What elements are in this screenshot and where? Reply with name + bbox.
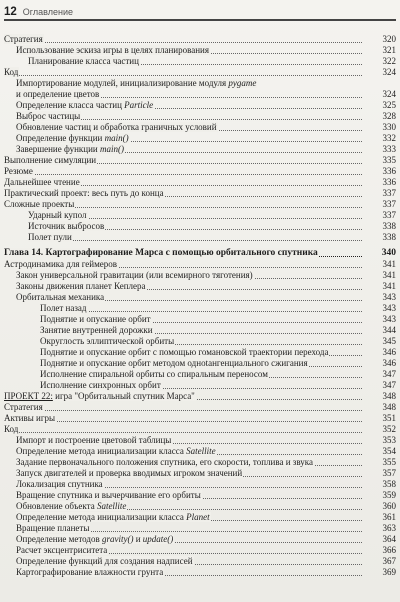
toc-entry[interactable] <box>0 479 400 490</box>
toc-entry-title-wrap <box>16 100 362 111</box>
toc-entry-title: Обновление частиц и обработка граничных условий <box>16 122 217 132</box>
toc-entry[interactable] <box>0 347 400 358</box>
toc-entry[interactable] <box>0 155 400 166</box>
toc-entry[interactable] <box>0 232 400 243</box>
toc-entry-page: 324 <box>382 67 396 77</box>
toc-entry-title: Стратегия <box>4 402 43 412</box>
toc-entry-title-wrap <box>28 56 362 67</box>
toc-entry-title: Использование эскиза игры в целях планирования <box>16 45 209 55</box>
toc-entry-title: Поднятие и опускание орбит с помощью гомановской траектории перехода <box>40 347 329 357</box>
toc-entry-title: Законы движения планет Кеплера <box>16 281 146 291</box>
toc-entry-title: Исполнение синхронных орбит <box>40 380 161 390</box>
toc-entry[interactable] <box>0 391 400 402</box>
toc-entry-title-wrap <box>16 534 362 545</box>
toc-entry-title-wrap <box>16 501 362 512</box>
toc-entry-title-wrap <box>16 556 362 567</box>
toc-entry[interactable] <box>0 457 400 468</box>
toc-entry-title: Запуск двигателей и проверка вводимых игроком значений <box>16 468 243 478</box>
toc-entry[interactable] <box>0 501 400 512</box>
toc-entry[interactable] <box>0 490 400 501</box>
toc-entry-title-wrap <box>4 413 362 424</box>
toc-entry-title-wrap <box>16 45 362 56</box>
toc-entry-title-wrap <box>40 369 362 380</box>
toc-entry-title-wrap <box>4 199 362 210</box>
toc-entry-title: Активы игры <box>4 413 56 423</box>
toc-entry[interactable] <box>0 523 400 534</box>
header-title: Оглавление <box>22 7 73 17</box>
toc-entry-title: Вращение планеты <box>16 523 90 533</box>
toc-entry-page: 337 <box>382 210 396 220</box>
toc-entry[interactable] <box>0 303 400 314</box>
toc-entry-title: Определение класса частиц Particle <box>16 100 154 110</box>
toc-entry-title-wrap <box>40 303 362 314</box>
toc-entry[interactable] <box>0 534 400 545</box>
toc-entry[interactable] <box>0 199 400 210</box>
toc-entry-title: Импортирование модулей, инициализирование модуля pygame <box>16 78 257 88</box>
toc-entry-page: 361 <box>382 512 396 522</box>
page-header <box>4 6 73 20</box>
toc-entry-page: 343 <box>382 292 396 302</box>
toc-entry-title-wrap <box>40 347 362 358</box>
toc-entry-title-wrap <box>16 78 362 89</box>
toc-entry[interactable] <box>0 45 400 56</box>
toc-entry-page: 332 <box>382 133 396 143</box>
toc-entry-page: 357 <box>382 468 396 478</box>
toc-entry-title-wrap <box>16 512 362 523</box>
toc-entry-page: 367 <box>382 556 396 566</box>
toc-entry-page: 348 <box>382 402 396 412</box>
toc-entry-page: 364 <box>382 534 396 544</box>
toc-entry[interactable] <box>0 468 400 479</box>
toc-entry-title-wrap <box>4 402 362 413</box>
toc-entry-title-wrap <box>16 545 362 556</box>
toc-entry-title-wrap <box>4 155 362 166</box>
toc-entry-title: Завершение функции main() <box>16 144 124 154</box>
toc-entry-title: Полет пули <box>28 232 72 242</box>
toc-entry[interactable] <box>0 122 400 133</box>
toc-entry[interactable] <box>0 512 400 523</box>
toc-entry-page: 341 <box>382 281 396 291</box>
toc-entry-title-wrap <box>4 391 362 402</box>
toc-entry-page: 328 <box>382 111 396 121</box>
toc-entry-page: 346 <box>382 347 396 357</box>
toc-entry-title-wrap <box>16 292 362 303</box>
toc-entry-title-wrap <box>16 133 362 144</box>
toc-entry-title: Обновление объекта Satellite <box>16 501 127 511</box>
toc-entry-title: Код <box>4 67 19 77</box>
toc-entry-page: 343 <box>382 303 396 313</box>
toc-entry[interactable] <box>0 100 400 111</box>
toc-entry-title: и определение цветов <box>16 89 100 99</box>
toc-entry-page: 360 <box>382 501 396 511</box>
toc-entry[interactable] <box>0 435 400 446</box>
toc-entry-page: 340 <box>381 248 396 258</box>
toc-entry-title: Астродинамика для геймеров <box>4 259 118 269</box>
toc-entry-title-wrap <box>28 232 362 243</box>
toc-entry-title: Расчет эксцентриситета <box>16 545 108 555</box>
toc-entry-title: Источник выбросов <box>28 221 105 231</box>
toc-entry-title-wrap <box>16 122 362 133</box>
toc-entry-page: 330 <box>382 122 396 132</box>
toc-entry-page: 354 <box>382 446 396 456</box>
toc-entry[interactable] <box>0 259 400 270</box>
toc-entry[interactable] <box>0 34 400 45</box>
toc-entry-page: 337 <box>382 188 396 198</box>
toc-entry-title-wrap <box>16 89 362 100</box>
toc-entry-page: 353 <box>382 435 396 445</box>
toc-entry[interactable] <box>0 111 400 122</box>
toc-entry-title: Резюме <box>4 166 33 176</box>
toc-entry-page: 348 <box>382 391 396 401</box>
toc-entry-page: 369 <box>382 567 396 577</box>
toc-entry-title-wrap <box>4 248 362 259</box>
toc-entry[interactable] <box>0 336 400 347</box>
toc-entry[interactable] <box>0 545 400 556</box>
toc-entry-title-wrap <box>40 380 362 391</box>
toc-entry-page: 345 <box>382 336 396 346</box>
toc-entry-page: 324 <box>382 89 396 99</box>
toc-entry[interactable] <box>0 89 400 100</box>
toc-entry[interactable] <box>0 369 400 380</box>
toc-entry[interactable] <box>0 281 400 292</box>
toc-entry-title: Картографирование влажности грунта <box>16 567 164 577</box>
toc-entry-title-wrap <box>4 177 362 188</box>
toc-entry-page: 359 <box>382 490 396 500</box>
toc-entry-title-wrap <box>4 188 362 199</box>
toc-entry-page: 336 <box>382 166 396 176</box>
toc-entry[interactable] <box>0 133 400 144</box>
toc-entry-title-wrap <box>40 336 362 347</box>
toc-entry-page: 355 <box>382 457 396 467</box>
toc-entry-title: Выброс частицы <box>16 111 81 121</box>
toc-entry-title: Вращение спутника и вычерчивание его орбиты <box>16 490 201 500</box>
toc-entry-title-wrap <box>4 166 362 177</box>
toc-entry-title: Выполнение симуляции <box>4 155 97 165</box>
toc-entry-title-wrap <box>16 111 362 122</box>
toc-entry-page: 338 <box>382 221 396 231</box>
toc-entry-title: Определение метода инициализации класса Planet <box>16 512 210 522</box>
toc-entry-title: Определение функций для создания надписей <box>16 556 193 566</box>
toc-entry-page: 363 <box>382 523 396 533</box>
toc-entry[interactable] <box>0 166 400 177</box>
toc-entry[interactable] <box>0 380 400 391</box>
toc-entry-title: Исполнение спиральной орбиты со спиральным переносом <box>40 369 268 379</box>
toc-entry[interactable] <box>0 270 400 281</box>
toc-entry[interactable] <box>0 446 400 457</box>
toc-entry-page: 341 <box>382 259 396 269</box>
toc-entry-title: Орбитальная механика <box>16 292 105 302</box>
toc-entry-title: Дальнейшее чтение <box>4 177 80 187</box>
chapter-heading[interactable] <box>0 248 400 259</box>
toc-entry[interactable] <box>0 358 400 369</box>
toc-entry[interactable] <box>0 292 400 303</box>
toc-entry-title-wrap <box>16 446 362 457</box>
toc-entry-title-wrap <box>16 270 362 281</box>
toc-entry-page: 337 <box>382 199 396 209</box>
toc-entry[interactable] <box>0 402 400 413</box>
toc-entry-page: 352 <box>382 424 396 434</box>
toc-entry-page: 321 <box>382 45 396 55</box>
toc-entry[interactable] <box>0 67 400 78</box>
toc-entry-title-wrap <box>40 325 362 336</box>
toc-entry-title-wrap <box>28 221 362 232</box>
toc-entry-title-wrap <box>4 67 362 78</box>
toc-entry[interactable] <box>0 144 400 155</box>
toc-entry-title-wrap <box>16 567 362 578</box>
toc-entry-page: 346 <box>382 358 396 368</box>
toc-entry-page: 347 <box>382 369 396 379</box>
toc-entry-title: Округлость эллиптической орбиты <box>40 336 175 346</box>
toc-entry[interactable] <box>0 221 400 232</box>
toc-entry-title: Сложные проекты <box>4 199 75 209</box>
toc-entry-title: Практический проект: весь путь до конца <box>4 188 164 198</box>
toc-entry-page: 343 <box>382 314 396 324</box>
toc-entry-title-wrap <box>16 435 362 446</box>
toc-entry-page: 320 <box>382 34 396 44</box>
toc-entry-title: Закон универсальной гравитации (или всемирного тяготения) <box>16 270 253 280</box>
toc-entry[interactable] <box>0 556 400 567</box>
toc-entry-title: Глава 14. Картографирование Марса с помощью орбитального спутника <box>4 248 318 258</box>
page-number: 12 <box>4 6 17 18</box>
toc-entry[interactable] <box>0 188 400 199</box>
toc-entry-title: Локализация спутника <box>16 479 103 489</box>
toc-entry-title-wrap <box>4 259 362 270</box>
toc-entry-title-wrap <box>16 457 362 468</box>
toc-entry-title: Определение методов gravity() и update() <box>16 534 174 544</box>
toc-entry-title-wrap <box>16 281 362 292</box>
toc-entry-page: 333 <box>382 144 396 154</box>
toc-entry-title-wrap <box>16 468 362 479</box>
toc-entry-page: 347 <box>382 380 396 390</box>
toc-entry-title-wrap <box>16 523 362 534</box>
toc-entry-title: Ударный купол <box>28 210 87 220</box>
toc-entry-page: 344 <box>382 325 396 335</box>
toc-entry[interactable] <box>0 413 400 424</box>
toc-entry[interactable] <box>0 567 400 578</box>
toc-entry[interactable] <box>0 424 400 435</box>
toc-entry[interactable] <box>0 56 400 67</box>
header-rule <box>4 19 396 21</box>
toc-entry-title: Поднятие и опускание орбит методом одноtангенциального сжигания <box>40 358 308 368</box>
toc-entry-title: Задание первоначального положения спутника, его скорости, топлива и звука <box>16 457 314 467</box>
toc-entry-title-wrap <box>16 144 362 155</box>
toc-entry-page: 338 <box>382 232 396 242</box>
toc-entry-page: 366 <box>382 545 396 555</box>
toc-entry-page: 341 <box>382 270 396 280</box>
toc-entry-title-wrap <box>16 490 362 501</box>
toc-entry-title: Определение функции main() <box>16 133 129 143</box>
toc-entry-title-wrap <box>28 210 362 221</box>
toc-entry-title: Планирование класса частиц <box>28 56 139 66</box>
toc-entry-title-wrap <box>4 424 362 435</box>
toc-entry-title: Занятие внутренней дорожки <box>40 325 153 335</box>
toc-entry-title-wrap <box>4 34 362 45</box>
toc-entry[interactable] <box>0 78 400 89</box>
toc-entry[interactable] <box>0 177 400 188</box>
toc-entry-title: Стратегия <box>4 34 43 44</box>
toc-entry-title-wrap <box>40 358 362 369</box>
toc-entry[interactable] <box>0 314 400 325</box>
toc-entry-title: Импорт и построение цветовой таблицы <box>16 435 172 445</box>
toc-entry-title-wrap <box>16 479 362 490</box>
toc-entry-page: 322 <box>382 56 396 66</box>
toc-entry-title: Поднятие и опускание орбит <box>40 314 151 324</box>
toc-entry-page: 358 <box>382 479 396 489</box>
toc-entry-page: 351 <box>382 413 396 423</box>
toc-entry-page: 325 <box>382 100 396 110</box>
toc-entry-title: Определение метода инициализации класса Satellite <box>16 446 216 456</box>
toc-entry[interactable] <box>0 325 400 336</box>
toc-entry-title-wrap <box>40 314 362 325</box>
toc-entry[interactable] <box>0 210 400 221</box>
toc-entry-title: ПРОЕКТ 22: игра "Орбитальный спутник Марса" <box>4 391 195 401</box>
toc-entry-title: Полет назад <box>40 303 87 313</box>
toc-entry-page: 336 <box>382 177 396 187</box>
toc-entry-page: 335 <box>382 155 396 165</box>
toc-entry-title: Код <box>4 424 19 434</box>
